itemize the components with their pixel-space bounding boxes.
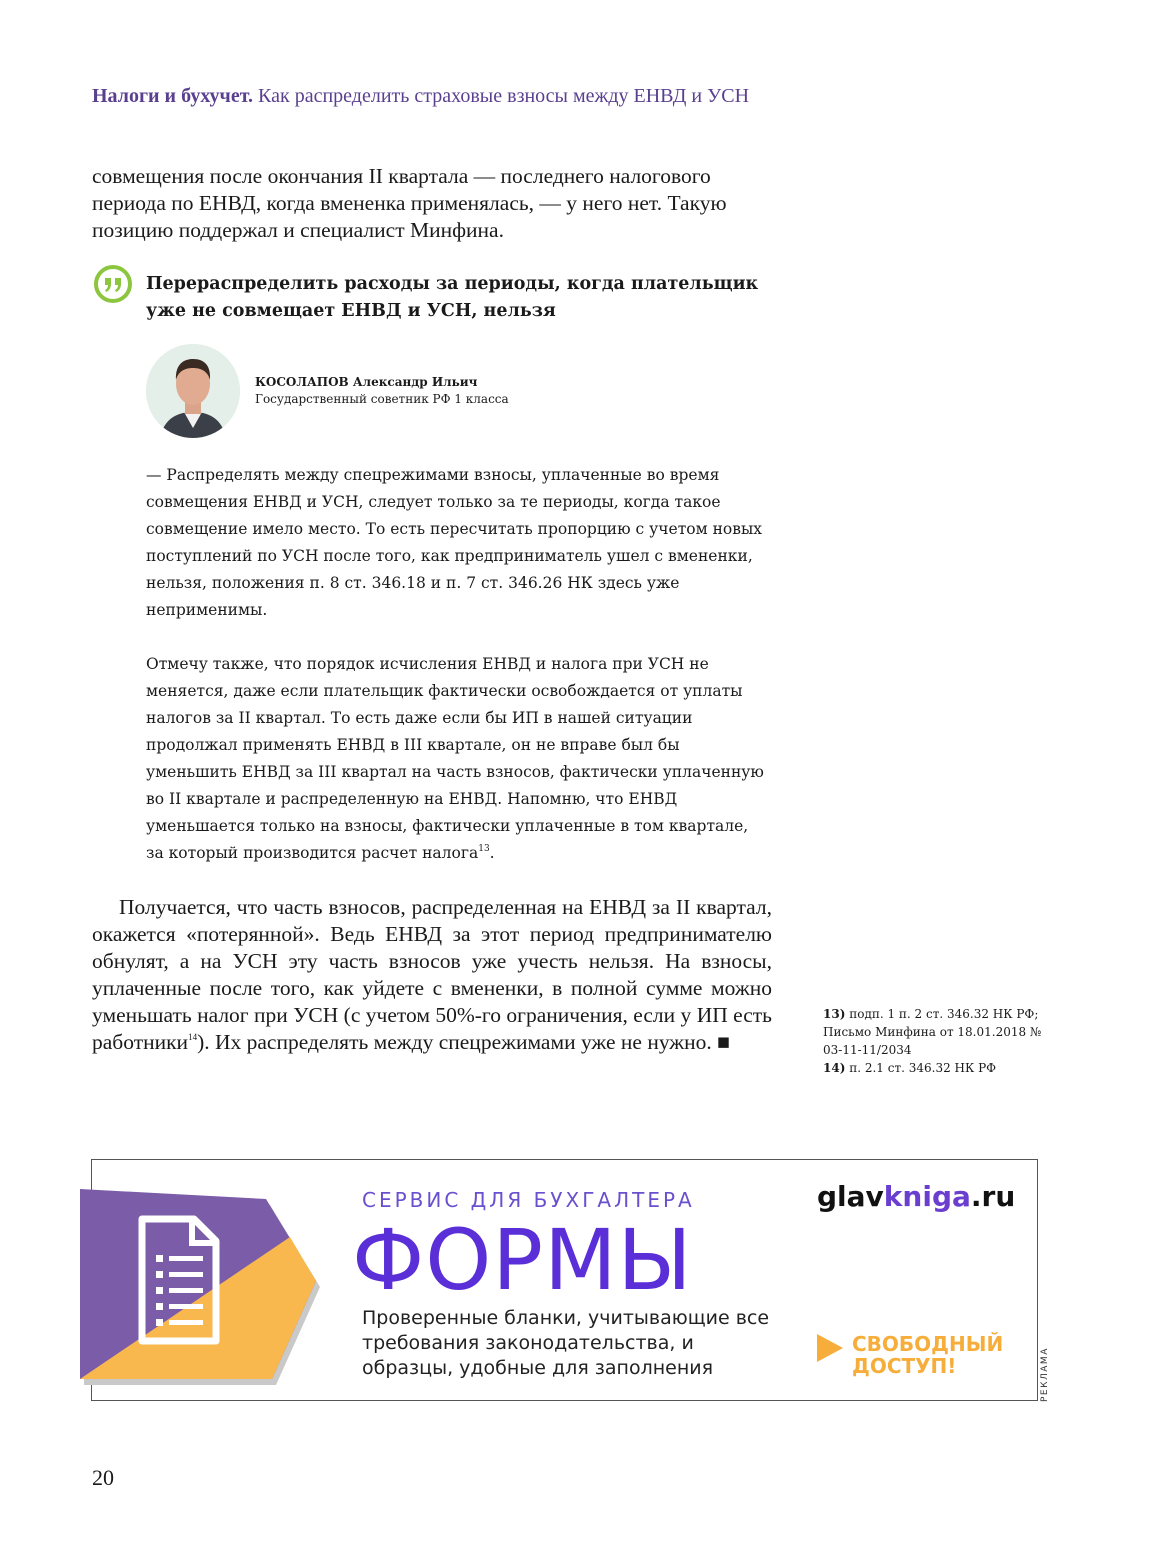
expert-name: КОСОЛАПОВ Александр Ильич: [255, 375, 478, 389]
ad-product-title: ФОРМЫ: [352, 1211, 693, 1309]
ad-cta-button[interactable]: [852, 1333, 1032, 1377]
footnote-text: п. 2.1 ст. 346.32 НК РФ: [849, 1061, 997, 1075]
footnotes: [823, 1005, 1053, 1077]
footnote-ref-14[interactable]: 14: [188, 1031, 198, 1042]
closing-text-1: Получается, что часть взносов, распределенная на ЕНВД за II квартал, окажется «потерянной». Ведь ЕНВД за этот период предпринимателю обнулят, а на УСН эту часть взносов уже учесть нельзя. На взносы, уплаченные после того, как уйдете с вмененки, в полной сумме можно уменьшать налог при УСН (с учетом 50%-го ограничения, если у ИП есть работники: [92, 895, 772, 1054]
quote-paragraph-2-text: Отмечу также, что порядок исчисления ЕНВД и налога при УСН не меняется, даже если плательщик фактически освобождается от уплаты налогов за II квартал. То есть даже если бы ИП в нашей ситуации продолжал применять ЕНВД в III квартале, он не вправе был бы уменьшить ЕНВД за III квартал на часть взносов, фактически уплаченную во II квартале и распределенную на ЕНВД. Напомню, что ЕНВД уменьшается только на взносы, фактически уплаченные в том квартале, за который производится расчет налога: [146, 655, 764, 862]
header-rubric: Налоги и бухучет.: [92, 85, 254, 107]
site-main: glav: [817, 1180, 884, 1213]
expert-avatar: [146, 344, 240, 438]
quote-paragraph-2-end: .: [489, 844, 495, 862]
lead-paragraph: совмещения после окончания II квартала — последнего налогового периода по ЕНВД, когда вмененка применялась, — у него нет. Такую позицию поддержал и специалист Минфина.: [92, 164, 727, 242]
running-header: [92, 83, 992, 109]
footnote-text: подп. 1 п. 2 ст. 346.32 НК РФ; Письмо Минфина от 18.01.2018 № 03-11-11/2034: [823, 1007, 1042, 1057]
page-number: 20: [92, 1465, 114, 1490]
expert-title: Государственный советник РФ 1 класса: [255, 392, 509, 406]
quote-heading: Перераспределить расходы за периоды, когда плательщик уже не совмещает ЕНВД и УСН, нельзя: [146, 274, 759, 321]
ad-site-link[interactable]: [817, 1180, 1015, 1213]
quote-paragraph-1: — Распределять между спецрежимами взносы, уплаченные во время совмещения ЕНВД и УСН, следует только за те периоды, когда такое совмещение имело место. То есть пересчитать пропорцию с учетом новых поступлений по УСН после того, как предприниматель ушел с вмененки, нельзя, положения п. 8 ст. 346.18 и п. 7 ст. 346.26 НК здесь уже неприменимы.: [146, 466, 763, 619]
closing-paragraph: [92, 894, 772, 1056]
play-arrow-icon: [817, 1334, 843, 1362]
footnote-number: 14): [823, 1061, 846, 1075]
site-accent: kniga: [883, 1180, 971, 1213]
quote-mark-icon: [93, 264, 133, 304]
footnote-number: 13): [823, 1007, 846, 1021]
footnote-ref-13[interactable]: 13: [478, 843, 490, 854]
ad-description: Проверенные бланки, учитывающие все требования законодательства, и образцы, удобные для заполнения: [362, 1307, 770, 1379]
closing-text-2: ). Их распределять между спецрежимами уже не нужно. ■: [197, 1030, 731, 1054]
ad-service-label: СЕРВИС ДЛЯ БУХГАЛТЕРА: [362, 1188, 695, 1212]
footnote-14: [823, 1059, 1053, 1077]
site-tld: .ru: [970, 1180, 1016, 1213]
quote-paragraph-2: [146, 651, 766, 867]
ad-label: РЕКЛАМА: [1040, 1347, 1050, 1402]
quote-body: [146, 462, 766, 867]
footnote-13: [823, 1005, 1053, 1059]
cta-line-1: СВОБОДНЫЙ: [852, 1332, 1004, 1356]
header-title: Как распределить страховые взносы между ЕНВД и УСН: [258, 85, 750, 107]
document-form-icon: [76, 1185, 320, 1387]
cta-line-2: ДОСТУП!: [852, 1354, 957, 1378]
